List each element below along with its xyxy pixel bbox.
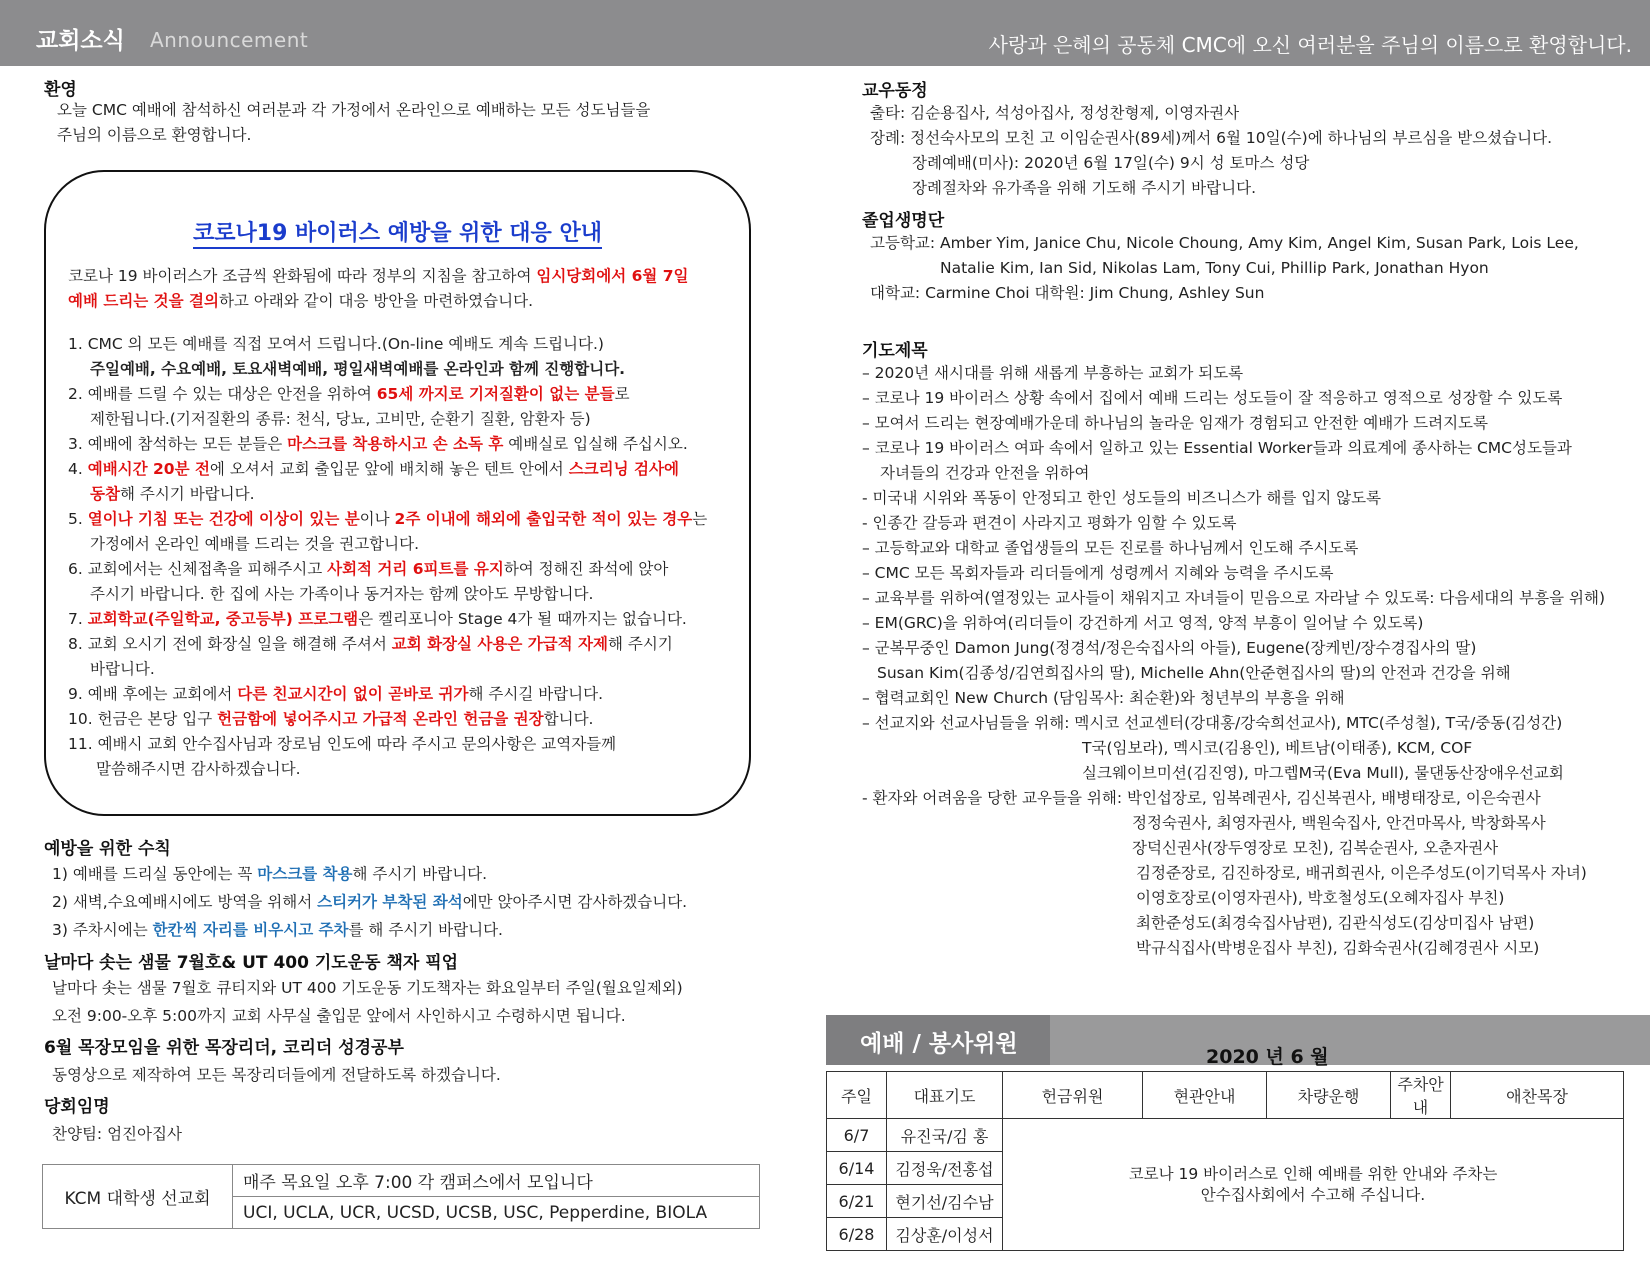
prayer-item: – 코로나 19 바이러스 상황 속에서 집에서 예배 드리는 성도들이 잘 적응하고 영적으로 성장할 수 있도록 <box>862 389 1563 407</box>
notice-item-6b: 주시기 바랍니다. 한 집에 사는 가족이나 동거자는 함께 앉아도 무방합니다. <box>90 585 594 603</box>
rule-1: 1) 예배를 드리실 동안에는 꼭 마스크를 착용해 주시기 바랍니다. <box>52 865 488 883</box>
col-sunday: 주일 <box>827 1072 887 1119</box>
kcm-name: KCM 대학생 선교회 <box>43 1165 233 1229</box>
notice-item-1b: 주일예배, 수요예배, 토요새벽예배, 평일새벽예배를 온라인과 함께 진행합니다. <box>90 360 626 378</box>
service-tab-label: 예배 / 봉사위원 <box>860 1031 1018 1057</box>
prayer-item: – 2020년 새시대를 위해 새롭게 부흥하는 교회가 되도록 <box>862 364 1244 382</box>
members-line-1: 출타: 김순용집사, 석성아집사, 정성찬형제, 이영자권사 <box>870 104 1240 122</box>
prayer-item: – 모여서 드리는 현장예배가운데 하나님의 놀라운 임재가 경험되고 안전한 예배가 드려지도록 <box>862 414 1488 432</box>
notice-item-1: 1. CMC 의 모든 예배를 직접 모여서 드립니다.(On-line 예배도 계속 드립니다.) <box>68 335 604 353</box>
notice-intro-1: 코로나 19 바이러스가 조금씩 완화됨에 따라 정부의 지침을 참고하여 임시당회에서 6월 7일 <box>68 267 689 285</box>
col-parking: 주차안내 <box>1391 1072 1451 1119</box>
welcome-banner: 사랑과 은혜의 공동체 CMC에 오신 여러분을 주님의 이름으로 환영합니다. <box>988 33 1632 57</box>
pickup-line-2: 오전 9:00-오후 5:00까지 교회 사무실 출입문 앞에서 사인하시고 수령하시면 됩니다. <box>52 1007 626 1025</box>
prayer-item: – 협력교회인 New Church (담임목사: 최순환)와 청년부의 부흥을 위해 <box>862 689 1345 707</box>
notice-item-2: 2. 예배를 드릴 수 있는 대상은 안전을 위하여 65세 까지로 기저질환이 없는 분들로 <box>68 385 630 403</box>
service-table <box>826 1071 1624 1251</box>
notice-item-8: 8. 교회 오시기 전에 화장실 일을 해결해 주셔서 교회 화장실 사용은 가급적 자제해 주시기 <box>68 635 673 653</box>
leaders-line-1: 동영상으로 제작하여 모든 목장리더들에게 전달하도록 하겠습니다. <box>52 1066 501 1084</box>
prayer-heading: 기도제목 <box>862 341 928 361</box>
covid-notice-box <box>44 170 751 816</box>
members-line-2: 장례: 정선숙사모의 모친 고 이임순권사(89세)께서 6월 10일(수)에 하나님의 부르심을 받으셨습니다. <box>870 129 1552 147</box>
prayer-item: 장덕신권사(장두영장로 모친), 김복순권사, 오춘자권사 <box>1132 839 1499 857</box>
members-line-4: 장례절차와 유가족을 위해 기도해 주시기 바랍니다. <box>912 179 1256 197</box>
prayer-item: – 군복무중인 Damon Jung(정경석/정은숙집사의 아들), Eugene(장케빈/장수경집사의 딸) <box>862 639 1477 657</box>
service-tab <box>826 1015 1050 1065</box>
prayer-item: – 코로나 19 바이러스 여파 속에서 일하고 있는 Essential Worker들과 의료계에 종사하는 CMC성도들과 <box>862 439 1572 457</box>
row-prayer: 현기선/김수남 <box>887 1185 1003 1218</box>
service-header-row <box>827 1072 1624 1119</box>
duty-line-1: 찬양팀: 엄진아집사 <box>52 1125 182 1143</box>
pickup-heading: 날마다 솟는 샘물 7월호& UT 400 기도운동 책자 픽업 <box>44 953 459 973</box>
row-prayer: 유진국/김 홍 <box>887 1119 1003 1152</box>
row-date: 6/28 <box>827 1218 887 1251</box>
notice-item-4b: 동참해 주시기 바랍니다. <box>90 485 255 503</box>
prayer-item: 이영호장로(이영자권사), 박호철성도(오혜자집사 부친) <box>1136 889 1505 907</box>
grads-line-1: 고등학교: Amber Yim, Janice Chu, Nicole Choung, Amy Kim, Angel Kim, Susan Park, Lois Lee, <box>870 234 1579 252</box>
kcm-schools: UCI, UCLA, UCR, UCSD, UCSB, USC, Pepperdine, BIOLA <box>233 1197 760 1229</box>
notice-item-11: 11. 예배시 교회 안수집사님과 장로님 인도에 따라 주시고 문의사항은 교역자들께 <box>68 735 617 753</box>
rule-3: 3) 주차시에는 한칸씩 자리를 비우시고 주차를 해 주시기 바랍니다. <box>52 921 503 939</box>
row-date: 6/21 <box>827 1185 887 1218</box>
pickup-line-1: 날마다 솟는 샘물 7월호 큐티지와 UT 400 기도운동 기도책자는 화요일부터 주일(월요일제외) <box>52 979 683 997</box>
notice-item-8b: 바랍니다. <box>90 660 155 678</box>
prayer-item: - 미국내 시위와 폭동이 안정되고 한인 성도들의 비즈니스가 해를 입지 않도록 <box>862 489 1382 507</box>
notice-item-5: 5. 열이나 기침 또는 건강에 이상이 있는 분이나 2주 이내에 해외에 출입국한 적이 있는 경우는 <box>68 510 708 528</box>
notice-title: 코로나19 바이러스 예방을 위한 대응 안내 <box>193 221 602 249</box>
rule-2: 2) 새벽,수요예배시에도 방역을 위해서 스티커가 부착된 좌석에만 앉아주시면 감사하겠습니다. <box>52 893 688 911</box>
prayer-item: 정정숙권사, 최영자권사, 백원숙집사, 안건마목사, 박창화목사 <box>1132 814 1546 832</box>
grads-line-3: 대학교: Carmine Choi 대학원: Jim Chung, Ashley Sun <box>870 284 1265 302</box>
prayer-item: – 교육부를 위하여(열정있는 교사들이 채워지고 자녀들이 믿음으로 자라날 수 있도록: 다음세대의 부흥을 위해) <box>862 589 1606 607</box>
kcm-time: 매주 목요일 오후 7:00 각 캠퍼스에서 모입니다 <box>233 1165 760 1197</box>
prayer-item: – 선교지와 선교사님들을 위해: 멕시코 선교센터(강대홍/강숙희선교사), MTC(주성철), T국/중동(김성간) <box>862 714 1563 732</box>
members-line-3: 장례예배(미사): 2020년 6월 17일(수) 9시 성 토마스 성당 <box>912 154 1310 172</box>
grads-line-2: Natalie Kim, Ian Sid, Nikolas Lam, Tony Cui, Phillip Park, Jonathan Hyon <box>940 259 1489 277</box>
prayer-item: – 고등학교와 대학교 졸업생들의 모든 진로를 하나님께서 인도해 주시도록 <box>862 539 1359 557</box>
notice-item-5b: 가정에서 온라인 예배를 드리는 것을 권고합니다. <box>90 535 420 553</box>
notice-item-6: 6. 교회에서는 신체접촉을 피해주시고 사회적 거리 6피트를 유지하여 정해진 좌석에 앉아 <box>68 560 669 578</box>
col-offering: 헌금위원 <box>1003 1072 1143 1119</box>
row-date: 6/7 <box>827 1119 887 1152</box>
rules-heading: 예방을 위한 수칙 <box>44 839 171 859</box>
col-fellowship: 애찬목장 <box>1451 1072 1624 1119</box>
page-subtitle: Announcement <box>150 28 309 52</box>
notice-intro-2: 예배 드리는 것을 결의하고 아래와 같이 대응 방안을 마련하였습니다. <box>68 292 534 310</box>
welcome-heading: 환영 <box>44 80 77 100</box>
grads-heading: 졸업생명단 <box>862 211 945 231</box>
row-date: 6/14 <box>827 1152 887 1185</box>
prayer-item: - 인종간 갈등과 편견이 사라지고 평화가 임할 수 있도록 <box>862 514 1237 532</box>
row-prayer: 김상훈/이성서 <box>887 1218 1003 1251</box>
prayer-item: 자녀들의 건강과 안전을 위하여 <box>880 464 1090 482</box>
col-entrance: 현관안내 <box>1143 1072 1267 1119</box>
prayer-item: - 환자와 어려움을 당한 교우들을 위해: 박인섭장로, 임복례권사, 김신복권사, 배병태장로, 이은숙권사 <box>862 789 1541 807</box>
col-prayer: 대표기도 <box>887 1072 1003 1119</box>
welcome-line-2: 주님의 이름으로 환영합니다. <box>57 126 252 144</box>
table-row <box>827 1119 1624 1152</box>
duty-heading: 당회임명 <box>44 1097 110 1117</box>
service-month: 2020 년 6 월 <box>1206 1046 1329 1068</box>
welcome-line-1: 오늘 CMC 예배에 참석하신 여러분과 각 가정에서 온라인으로 예배하는 모든 성도님들을 <box>57 101 651 119</box>
header-bar <box>0 0 1650 66</box>
members-heading: 교우동정 <box>862 81 928 101</box>
notice-item-4: 4. 예배시간 20분 전에 오셔서 교회 출입문 앞에 배치해 놓은 텐트 안에서 스크리닝 검사에 <box>68 460 679 478</box>
row-prayer: 김정욱/전홍섭 <box>887 1152 1003 1185</box>
prayer-item: 최한준성도(최경숙집사남편), 김관식성도(김상미집사 남편) <box>1136 914 1535 932</box>
prayer-item: – EM(GRC)을 위하여(리더들이 강건하게 서고 영적, 양적 부흥이 일어날 수 있도록) <box>862 614 1424 632</box>
kcm-table <box>42 1164 760 1229</box>
prayer-item: 김정준장로, 김진하장로, 배귀희권사, 이은주성도(이기덕목사 자녀) <box>1136 864 1587 882</box>
leaders-heading: 6월 목장모임을 위한 목장리더, 코리더 성경공부 <box>44 1038 404 1058</box>
notice-item-9: 9. 예배 후에는 교회에서 다른 친교시간이 없이 곧바로 귀가해 주시길 바랍니다. <box>68 685 604 703</box>
notice-item-7: 7. 교회학교(주일학교, 중고등부) 프로그램은 켈리포니아 Stage 4가 될 때까지는 없습니다. <box>68 610 687 628</box>
notice-item-2b: 제한됩니다.(기저질환의 종류: 천식, 당뇨, 고비만, 순환기 질환, 암환자 등) <box>90 410 591 428</box>
notice-item-3: 3. 예배에 참석하는 모든 분들은 마스크를 착용하시고 손 소독 후 예배실로 입실해 주십시오. <box>68 435 688 453</box>
page-title: 교회소식 <box>36 28 125 54</box>
prayer-item: 실크웨이브미션(김진영), 마그렙M국(Eva Mull), 물댄동산장애우선교회 <box>1082 764 1564 782</box>
service-note-line-1: 코로나 19 바이러스로 인해 예배를 위한 안내와 주차는 <box>1128 1164 1498 1183</box>
notice-item-11b: 말씀해주시면 감사하겠습니다. <box>96 760 301 778</box>
col-vehicle: 차량운행 <box>1267 1072 1391 1119</box>
notice-item-10: 10. 헌금은 본당 입구 헌금함에 넣어주시고 가급적 온라인 헌금을 권장합니다. <box>68 710 594 728</box>
service-note-line-2: 안수집사회에서 수고해 주십니다. <box>1200 1185 1426 1204</box>
service-note <box>1003 1119 1624 1251</box>
prayer-item: – CMC 모든 목회자들과 리더들에게 성령께서 지혜와 능력을 주시도록 <box>862 564 1334 582</box>
prayer-item: 박규식집사(박병운집사 부친), 김화숙권사(김혜경권사 시모) <box>1136 939 1540 957</box>
prayer-item: Susan Kim(김종성/김연희집사의 딸), Michelle Ahn(안준현집사의 딸)의 안전과 건강을 위해 <box>877 664 1511 682</box>
prayer-item: T국(임보라), 멕시코(김용인), 베트남(이태종), KCM, COF <box>1082 739 1473 757</box>
